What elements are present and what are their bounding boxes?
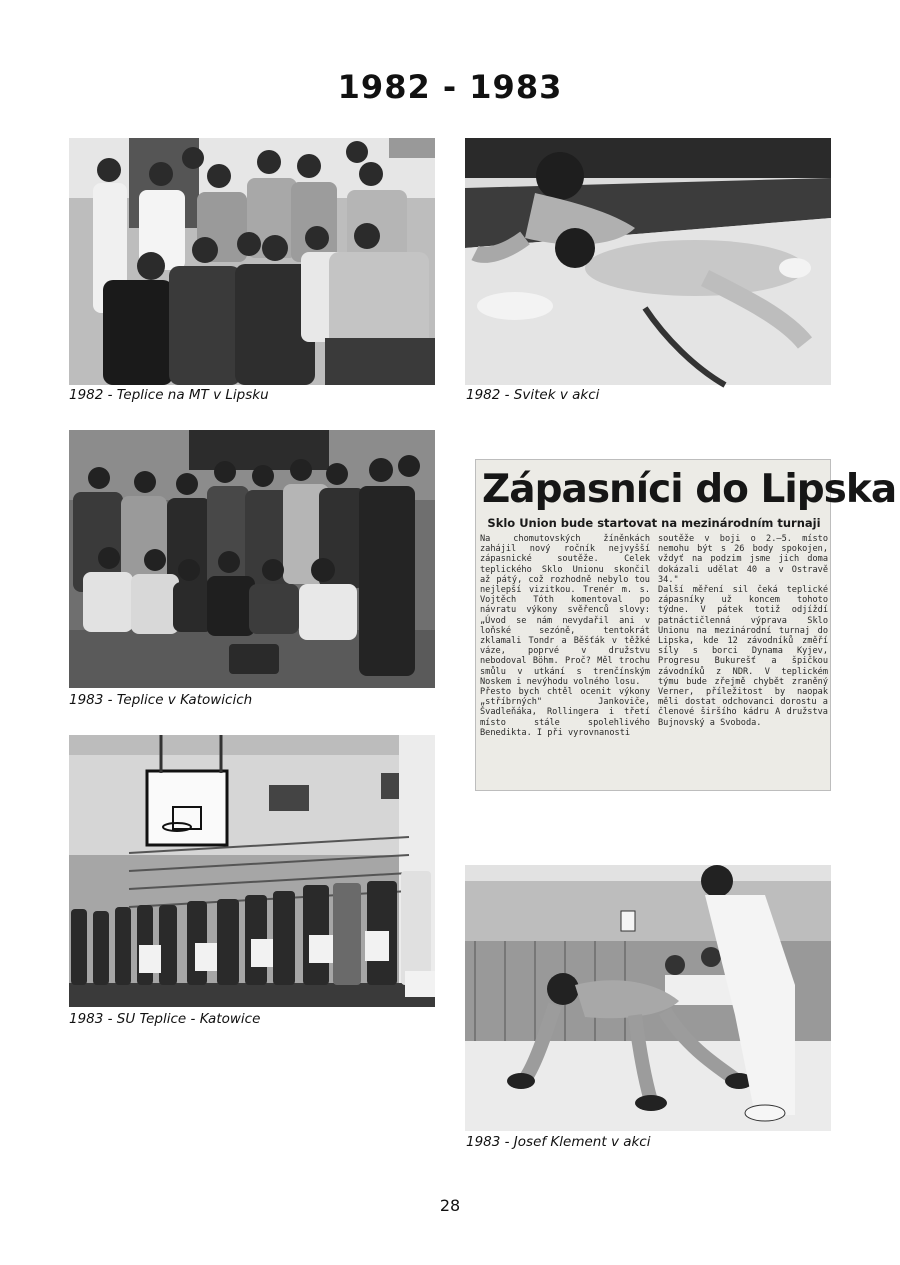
team-photo-lipsko — [69, 138, 435, 385]
clipping-column-left: Na chomutovských žíněnkách zahájil nový ročník nejvyšší zápasnické soutěže. Celek teplického Sklo Unionu skončil až pátý, což rozhodně nebylo tou nejlepší vizitkou. Trenér m. s. Vojtěch Tóth komentoval po návratu výkony svěřenců slovy: „Úvod se nám nevydařil ani v loňské sezóně, tentokrát zklamali Tondr a Běšťák v těžké váze, poprvé v družstvu nebodoval Böhm. Proč? Měl trochu smůlu v utkání s trenčínským Noskem i nevýhodu volného losu. Přesto bych chtěl ocenit výkony „stříbrných" Jankoviče, Švadleňáka, Rollingera i třetí místo stále spolehlivého Benedikta. I při vyrovnanosti — [480, 534, 650, 738]
photo-caption: 1983 - Josef Klement v akci — [466, 1134, 651, 1150]
clipping-column-right: soutěže v boji o 2.—5. místo nemohu být s 26 body spokojen, vždyť na podzim jsme jich doma dokázali udělat 40 a v Ostravě 34." Další měření sil čeká teplické zápasníky už koncem tohoto týdne. V pátek totiž odjíždí patnáctičlenná výprava Sklo Unionu na mezinárodní turnaj do Lipska, kde 12 závodníků změří síly s borci Dynama Kyjev, Progresu Bukurešť a špičkou závodníků z NDR. V teplickém týmu bude zřejmě chybět zraněný Verner, příležitost by naopak měli dostat odchovanci dorostu a členové širšího kádru A družstva Bujnovský a Svoboda. — [658, 534, 828, 728]
clipping-subheadline: Sklo Union bude startovat na mezinárodním turnaji — [487, 516, 821, 530]
page-number: 28 — [439, 1196, 461, 1215]
newspaper-clipping — [475, 459, 897, 791]
page-title: 1982 - 1983 — [337, 68, 563, 106]
gym-lineup-photo — [69, 735, 435, 1007]
wrestling-action-photo-svitek — [465, 138, 831, 385]
team-photo-katowice — [69, 430, 435, 688]
photo-caption: 1983 - SU Teplice - Katowice — [69, 1011, 261, 1027]
photo-caption: 1983 - Teplice v Katowicich — [69, 692, 253, 708]
wrestling-action-photo-klement — [465, 865, 831, 1131]
photo-caption: 1982 - Svitek v akci — [466, 387, 600, 403]
clipping-headline: Zápasníci do Lipska — [482, 467, 897, 512]
photo-caption: 1982 - Teplice na MT v Lipsku — [69, 387, 269, 403]
